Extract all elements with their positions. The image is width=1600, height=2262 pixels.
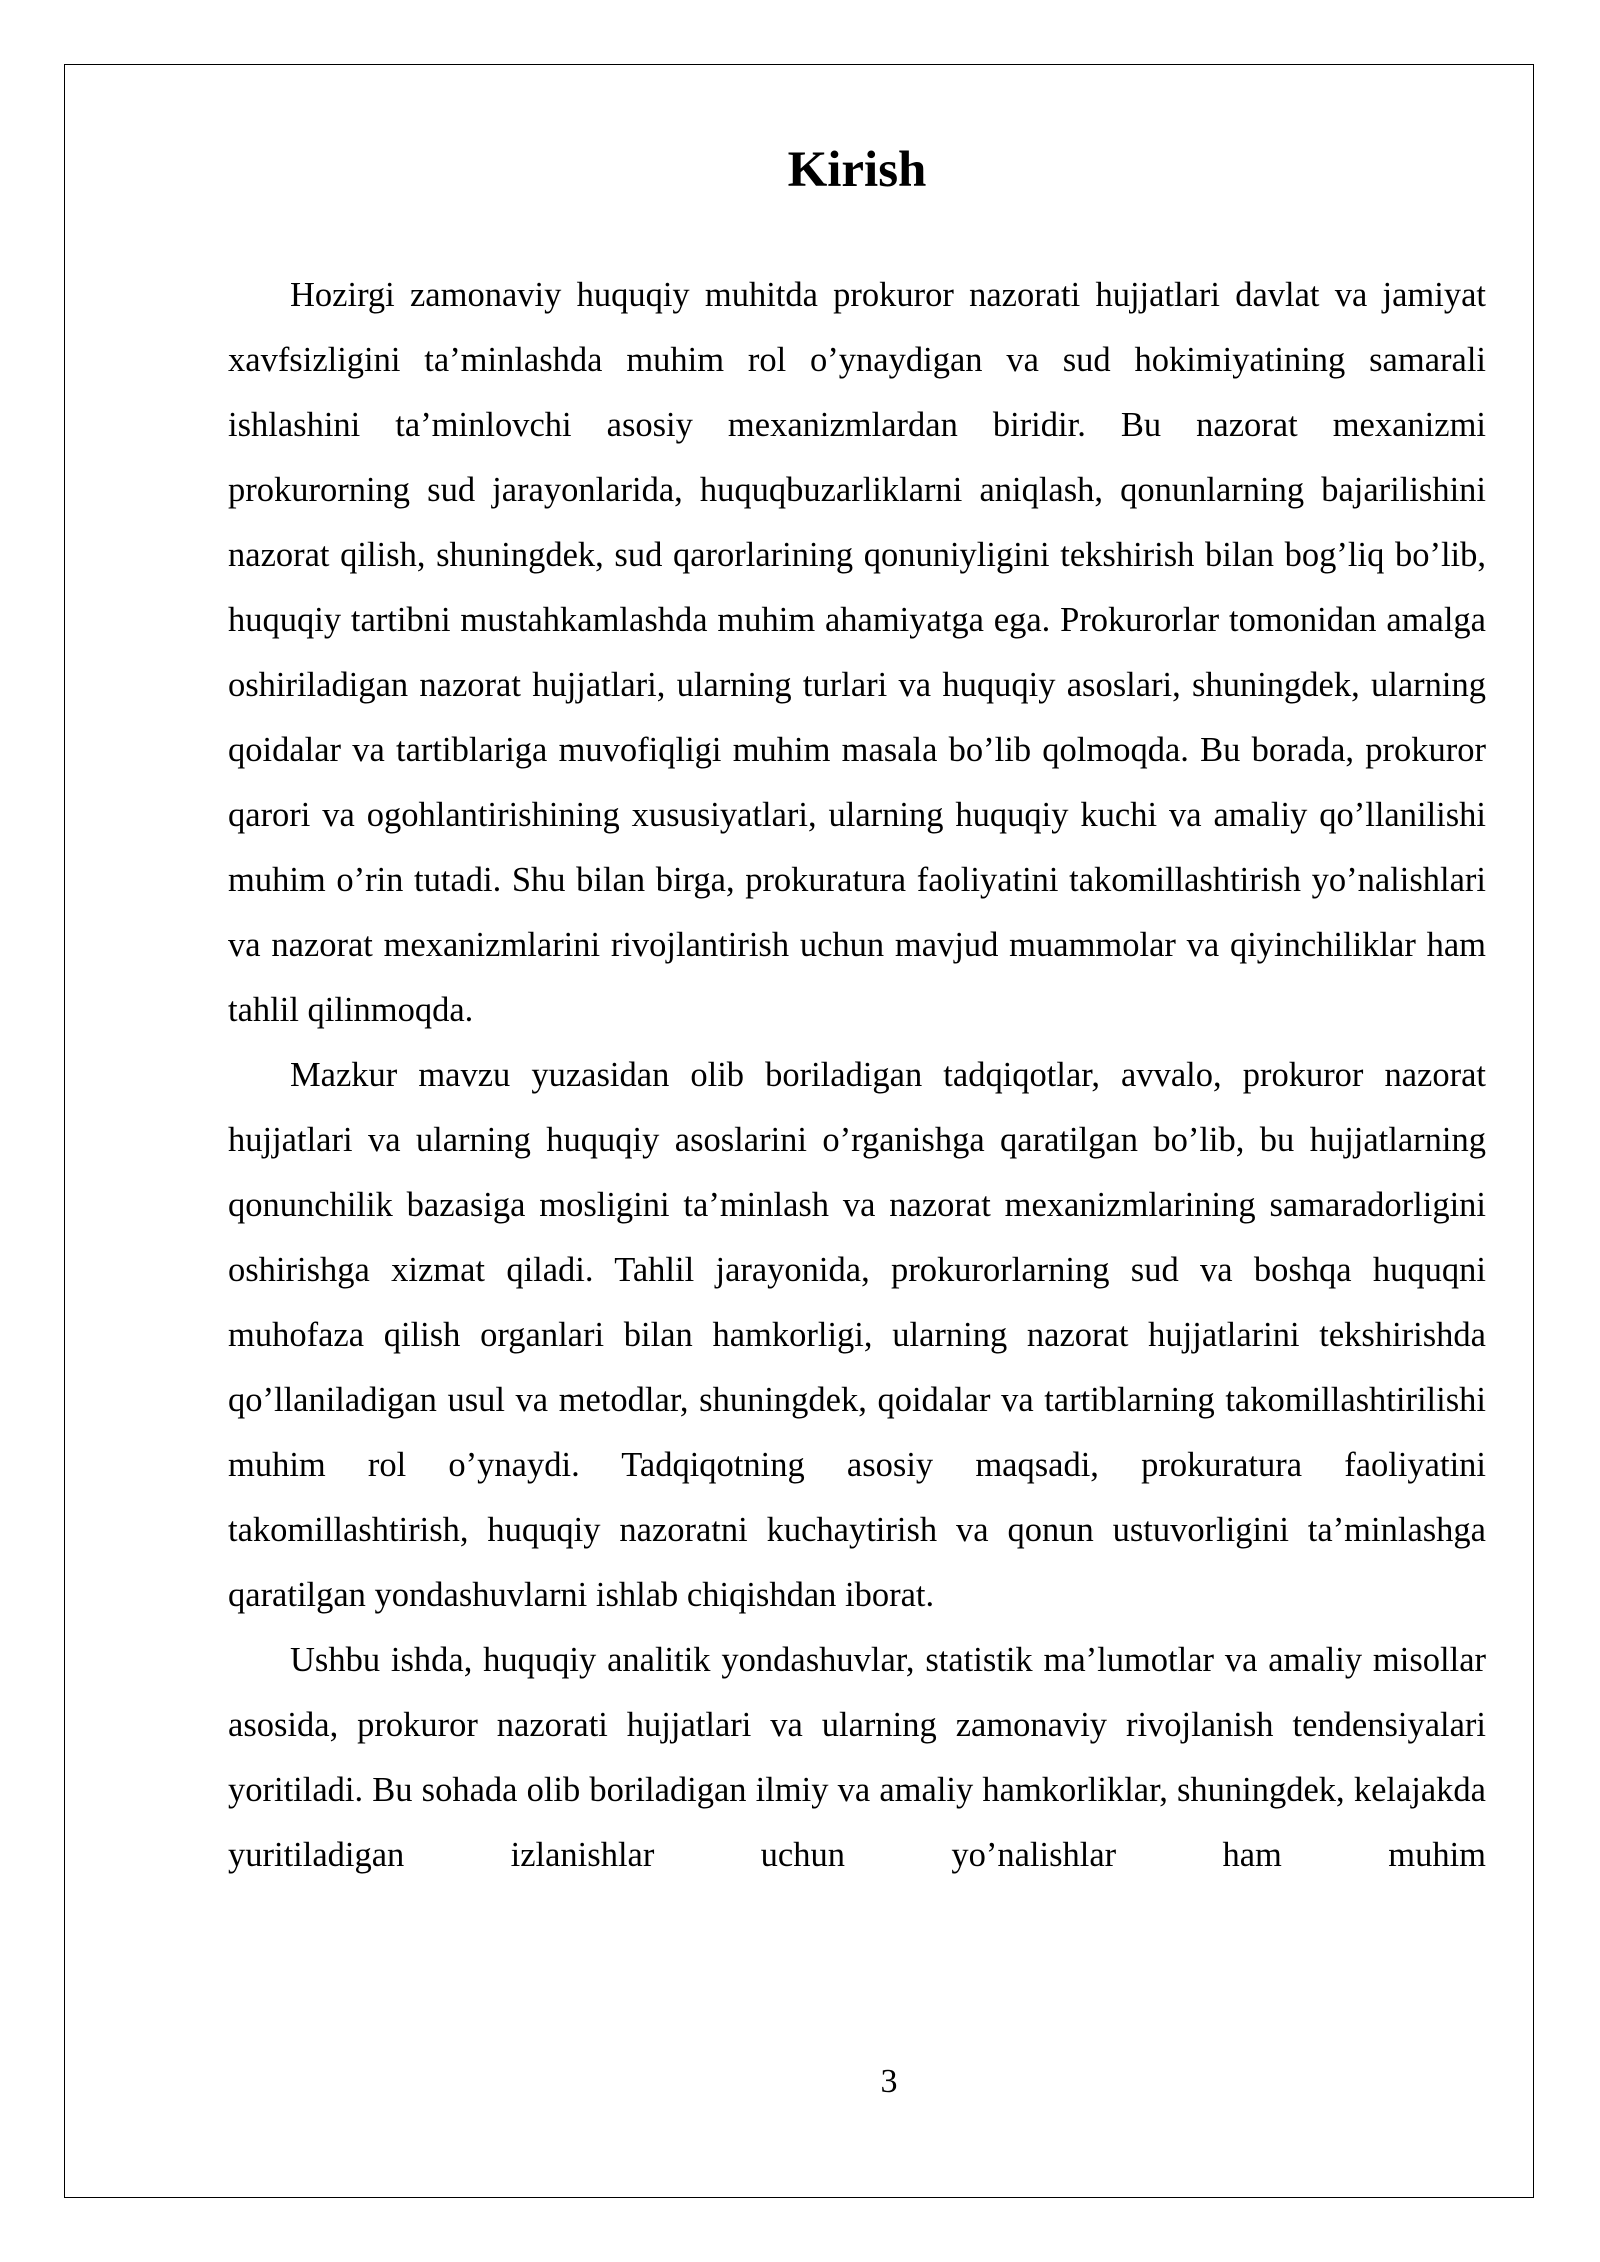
page-title: Kirish	[787, 142, 927, 198]
paragraph-1: Hozirgi zamonaviy huquqiy muhitda prokuror nazorati hujjatlari davlat va jamiyat xavfsizligini ta’minlashda muhim rol o’ynaydigan va sud hokimiyatining samarali ishlashini ta’minlovchi asosiy mexanizmlardan biridir. Bu nazorat mexanizmi prokurorning sud jarayonlarida, huquqbuzarliklarni aniqlash, qonunlarning bajarilishini nazorat qilish, shuningdek, sud qarorlarining qonuniyligini tekshirish bilan bog’liq bo’lib, huquqiy tartibni mustahkamlashda muhim ahamiyatga ega. Prokurorlar tomonidan amalga oshiriladigan nazorat hujjatlari, ularning turlari va huquqiy asoslari, shuningdek, ularning qoidalar va tartiblariga muvofiqligi muhim masala bo’lib qolmoqda. Bu borada, prokuror qarori va ogohlantirishining xususiyatlari, ularning huquqiy kuchi va amaliy qo’llanilishi muhim o’rin tutadi. Shu bilan birga, prokuratura faoliyatini takomillashtirish yo’nalishlari va nazorat mexanizmlarini rivojlantirish uchun mavjud muammolar va qiyinchiliklar ham tahlil qilinmoqda.	[228, 276, 1486, 1029]
document-body	[228, 140, 1486, 1888]
paragraph-3: Ushbu ishda, huquqiy analitik yondashuvlar, statistik ma’lumotlar va amaliy misollar asosida, prokuror nazorati hujjatlari va ularning zamonaviy rivojlanish tendensiyalari yoritiladi. Bu sohada olib boriladigan ilmiy va amaliy hamkorliklar, shuningdek, kelajakda yuritiladigan izlanishlar uchun yo’nalishlar ham muhim	[228, 1641, 1486, 1874]
page-number: 3	[880, 2063, 898, 2100]
paragraph-2: Mazkur mavzu yuzasidan olib boriladigan tadqiqotlar, avvalo, prokuror nazorat hujjatlari va ularning huquqiy asoslarini o’rganishga qaratilgan bo’lib, bu hujjatlarning qonunchilik bazasiga mosligini ta’minlash va nazorat mexanizmlarining samaradorligini oshirishga xizmat qiladi. Tahlil jarayonida, prokurorlarning sud va boshqa huquqni muhofaza qilish organlari bilan hamkorligi, ularning nazorat hujjatlarini tekshirishda qo’llaniladigan usul va metodlar, shuningdek, qoidalar va tartiblarning takomillashtirilishi muhim rol o’ynaydi. Tadqiqotning asosiy maqsadi, prokuratura faoliyatini takomillashtirish, huquqiy nazoratni kuchaytirish va qonun ustuvorligini ta’minlashga qaratilgan yondashuvlarni ishlab chiqishdan iborat.	[228, 1056, 1486, 1614]
